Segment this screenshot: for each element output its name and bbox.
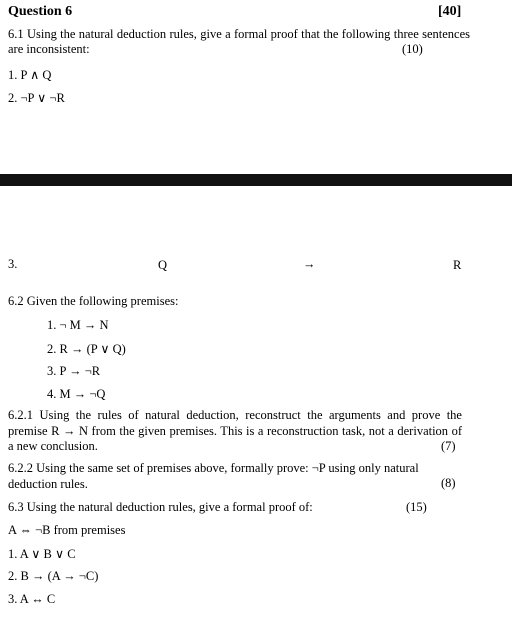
sentence-3-q: Q [158,258,168,272]
q63-goal: A ⇔ ¬B from premises [8,523,126,537]
q61-sentence-1: 1. P ∧ Q [8,68,52,82]
q62-premise-1: 1. ¬ M → N [47,318,109,332]
q622-text: 6.2.2 Using the same set of premises above, formally prove: ¬P using only natural deduction rules. [8,461,419,491]
q63-text: 6.3 Using the natural deduction rules, give a formal proof of: [8,500,313,514]
q61-marks: (10) [402,42,423,56]
q622-marks: (8) [441,476,456,490]
q61-sentence-2: 2. ¬P ∨ ¬R [8,91,65,105]
q621-text: 6.2.1 Using the rules of natural deduction, reconstruct the arguments and prove the premise R → N from the given premises. This is a reconstruction task, not a derivation of a new conclusion. [8,408,462,453]
sentence-3-arrow: → [303,257,316,271]
q61-text: 6.1 Using the natural deduction rules, give a formal proof that the following three sentences are inconsistent: [8,27,470,56]
q63-premise-3: 3. A ↔ C [8,592,56,606]
q63-premise-1: 1. A ∨ B ∨ C [8,547,76,561]
q62-premise-4: 4. M → ¬Q [47,387,106,401]
sentence-3-r: R [453,258,462,272]
q62-premise-2: 2. R → (P ∨ Q) [47,342,126,356]
question-total-marks: [40] [438,4,462,19]
q62-intro: 6.2 Given the following premises: [8,294,179,308]
q62-premise-3: 3. P → ¬R [47,364,101,378]
sentence-3-label: 3. [8,257,18,271]
q621-marks: (7) [441,439,456,453]
question-title: Question 6 [8,4,73,19]
q63-marks: (15) [406,500,427,514]
page-divider [0,174,512,186]
q63-premise-2: 2. B → (A → ¬C) [8,569,99,583]
